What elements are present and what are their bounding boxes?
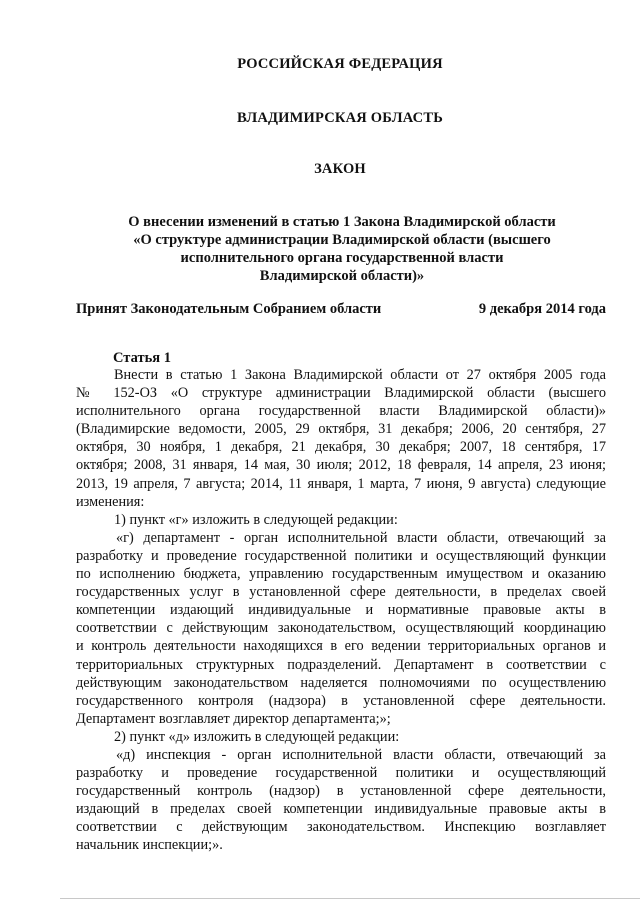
article-title: Статья 1: [113, 350, 171, 366]
body-line: разработку и проведение государственной политики и осуществляющий функции: [76, 547, 606, 564]
article-body: [76, 366, 606, 855]
law-title-line: «О структуре администрации Владимирской области (высшего: [133, 232, 551, 248]
law-title-line: Владимирской области)»: [259, 268, 425, 284]
body-line: «д) инспекция - орган исполнительной власти области, отвечающий за: [116, 746, 606, 763]
federation-heading: РОССИЙСКАЯ ФЕДЕРАЦИЯ: [237, 56, 443, 72]
body-line: и контроль деятельности находящихся в его ведении территориальных органов и: [76, 638, 606, 655]
body-line: 1) пункт «г» изложить в следующей редакции:: [114, 511, 398, 528]
adoption-row: [76, 301, 606, 318]
body-line: по исполнению бюджета, управлению государственным имуществом и оказанию: [76, 566, 606, 583]
adoption-label: Принят Законодательным Собранием области: [76, 301, 382, 317]
body-line: октября; 2008, 31 января, 14 мая, 30 июля; 2012, 18 февраля, 14 апреля, 23 июня;: [76, 457, 606, 474]
law-title-line: исполнительного органа государственной власти: [180, 250, 504, 266]
region-heading: ВЛАДИМИРСКАЯ ОБЛАСТЬ: [237, 110, 443, 126]
body-line: соответствии с действующим законодательством, осуществляющий координацию: [76, 620, 606, 637]
body-line: № 152-ОЗ «О структуре администрации Владимирской области (высшего: [76, 385, 606, 402]
body-line: разработку и проведение государственной политики и осуществляющий: [76, 765, 606, 782]
body-line: соответствии с действующим законодательством. Инспекцию возглавляет: [76, 819, 606, 836]
body-line: компетенции издающий индивидуальные и нормативные правовые акты в: [76, 602, 606, 619]
body-line: октября, 30 ноября, 1 декабря, 21 декабря, 30 декабря; 2007, 18 сентября, 17: [76, 439, 606, 456]
adoption-date: 9 декабря 2014 года: [478, 301, 606, 317]
body-line: Департамент возглавляет директор департамента;»;: [76, 710, 391, 727]
body-line: территориальных структурных подразделений. Департамент в соответствии с: [76, 656, 606, 673]
scan-edge-divider: [60, 898, 640, 899]
body-line: издающий в пределах своей компетенции индивидуальные правовые акты в: [76, 801, 606, 818]
law-title-line: О внесении изменений в статью 1 Закона Владимирской области: [128, 214, 556, 230]
body-line: начальник инспекции;».: [76, 837, 223, 854]
doc-type-heading: ЗАКОН: [314, 161, 366, 177]
body-line: государственного контроля (надзора) в установленной сфере деятельности.: [76, 692, 606, 709]
body-line: государственных услуг в установленной сфере деятельности, в пределах своей: [76, 584, 606, 601]
law-title: [100, 213, 584, 285]
body-line: изменения:: [76, 493, 145, 510]
body-line: (Владимирские ведомости, 2005, 29 октября, 31 декабря; 2006, 20 сентября, 27: [76, 421, 606, 438]
body-line: 2013, 19 апреля, 7 августа; 2014, 11 января, 1 марта, 7 июня, 9 августа) следующие: [76, 475, 606, 492]
body-line: «г) департамент - орган исполнительной власти области, отвечающий за: [116, 529, 606, 546]
body-line: исполнительного органа государственной власти Владимирской области)»: [76, 403, 606, 420]
body-line: 2) пункт «д» изложить в следующей редакции:: [114, 728, 400, 745]
body-line: действующим законодательством наделяется полномочиями по осуществлению: [76, 674, 606, 691]
body-line: Внести в статью 1 Закона Владимирской области от 27 октября 2005 года: [114, 367, 606, 383]
body-line: государственный контроль (надзор) в установленной сфере деятельности,: [76, 783, 606, 800]
